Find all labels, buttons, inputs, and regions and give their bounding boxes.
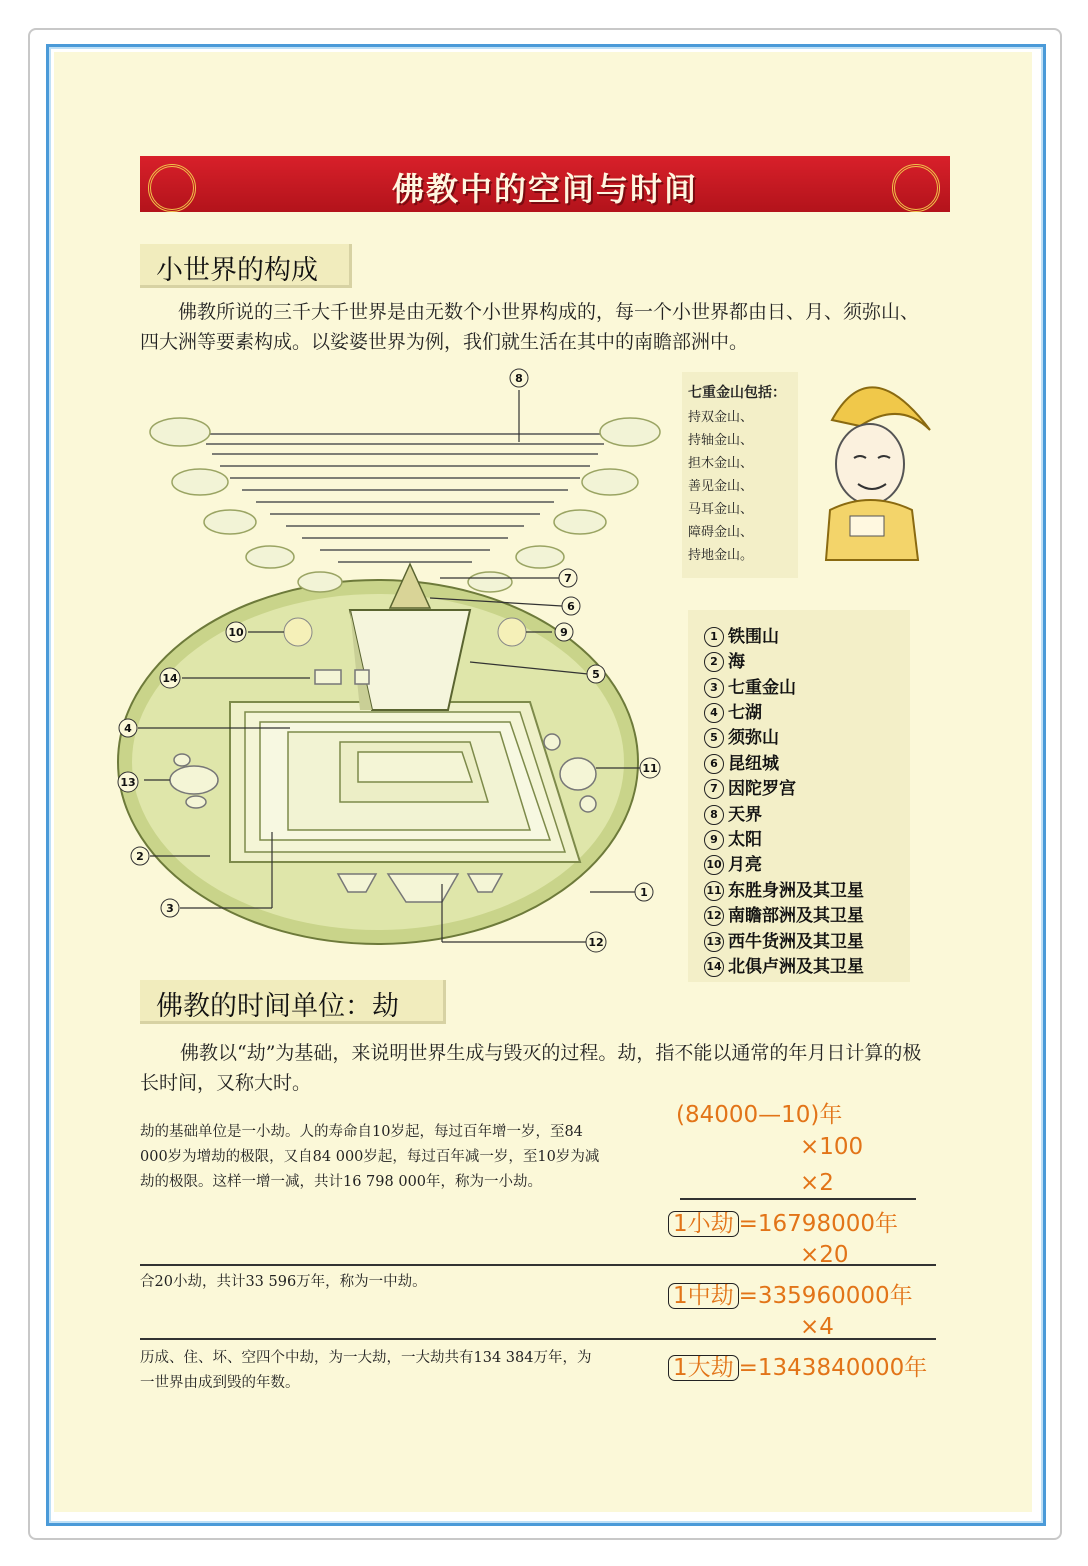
medium-kalpa-value: =335960000年 xyxy=(738,1283,913,1309)
monk-illustration xyxy=(800,360,940,570)
monk-hat xyxy=(832,387,930,430)
medium-kalpa-description: 合20小劫，共计33 596万年，称为一中劫。 xyxy=(140,1274,427,1290)
marker-1: 1 xyxy=(640,886,648,899)
northern-continent xyxy=(315,670,341,684)
legend-item: 12 南瞻部洲及其卫星 xyxy=(704,901,864,926)
legend-item: 3 七重金山 xyxy=(704,673,796,698)
note-title: 七重金山包括： xyxy=(688,385,786,401)
legend-item: 1 铁围山 xyxy=(704,622,779,647)
legend-item: 5 须弥山 xyxy=(704,723,779,748)
moon-disk xyxy=(284,618,312,646)
marker-12: 12 xyxy=(588,936,604,949)
note-item: 马耳金山、 xyxy=(688,502,754,517)
note-item: 担木金山、 xyxy=(688,456,754,471)
page-title: 佛教中的空间与时间 xyxy=(391,170,698,208)
legend-item: 7 因陀罗宫 xyxy=(704,774,796,799)
marker-13: 13 xyxy=(120,776,136,789)
legend-item: 10 月亮 xyxy=(704,850,762,875)
heaven-layers xyxy=(200,434,610,562)
calc-rule xyxy=(680,1198,916,1200)
eastern-continent xyxy=(560,758,596,790)
medium-kalpa-label: 1中劫 xyxy=(668,1283,739,1309)
marker-4: 4 xyxy=(124,722,132,735)
calc-mul-4: ×4 xyxy=(800,1314,834,1340)
small-kalpa-label: 1小劫 xyxy=(668,1211,739,1237)
calc-mul-100: ×100 xyxy=(800,1134,864,1160)
marker-5: 5 xyxy=(592,668,600,681)
section-paragraph-kalpa: 佛教以“劫”为基础，来说明世界生成与毁灭的过程。劫，指不能以通常的年月日计算的极长时间，又称大时。 xyxy=(140,1042,922,1094)
legend-item: 9 太阳 xyxy=(704,825,762,850)
large-kalpa-label: 1大劫 xyxy=(668,1355,739,1381)
note-item: 障碍金山、 xyxy=(688,525,754,540)
calc-small-kalpa xyxy=(668,1205,898,1238)
marker-11: 11 xyxy=(642,762,658,775)
legend-item: 8 天界 xyxy=(704,800,762,825)
section-paragraph-small-world: 佛教所说的三千大千世界是由无数个小世界构成的，每一个小世界都由日、月、须弥山、四大洲等要素构成。以娑婆世界为例，我们就生活在其中的南瞻部洲中。 xyxy=(140,301,920,353)
note-item: 持轴金山、 xyxy=(688,433,754,448)
marker-14: 14 xyxy=(162,672,178,685)
calc-medium-kalpa xyxy=(668,1277,913,1310)
legend-item: 6 昆纽城 xyxy=(704,749,779,774)
section-heading-kalpa: 佛教的时间单位：劫 xyxy=(140,980,446,1024)
western-continent xyxy=(170,766,218,794)
note-item: 善见金山、 xyxy=(688,479,754,494)
section-heading-small-world: 小世界的构成 xyxy=(140,244,352,288)
legend-item: 2 海 xyxy=(704,647,745,672)
large-kalpa-value: =1343840000年 xyxy=(738,1355,928,1381)
calc-large-kalpa xyxy=(668,1349,927,1382)
dharma-wheel-ornament-icon xyxy=(892,164,940,212)
calc-base: (84000—10)年 xyxy=(676,1102,843,1128)
small-world-diagram xyxy=(110,362,670,962)
monk-book xyxy=(850,516,884,536)
marker-3: 3 xyxy=(166,902,174,915)
note-item: 持双金山、 xyxy=(688,410,754,425)
legend-item: 14 北俱卢洲及其卫星 xyxy=(704,952,864,977)
small-kalpa-value: =16798000年 xyxy=(738,1211,898,1237)
large-kalpa-description: 历成、住、坏、空四个中劫，为一大劫，一大劫共有134 384万年，为一世界由成到毁的年数。 xyxy=(140,1350,592,1391)
note-item: 持地金山。 xyxy=(688,548,754,563)
title-bar xyxy=(140,156,950,212)
calc-mul-20: ×20 xyxy=(800,1242,849,1268)
monk-face xyxy=(836,424,904,504)
marker-9: 9 xyxy=(560,626,568,639)
legend-item: 11 东胜身洲及其卫星 xyxy=(704,876,864,901)
small-kalpa-description: 劫的基础单位是一小劫。人的寿命自10岁起，每过百年增一岁，至84 000岁为增劫的极限，又自84 000岁起，每过百年减一岁，至10岁为减劫的极限。这样一增一减，共计16 798 000年，称为一小劫。 xyxy=(140,1124,600,1190)
marker-8: 8 xyxy=(515,372,523,385)
sun-disk xyxy=(498,618,526,646)
marker-6: 6 xyxy=(567,600,575,613)
legend-item: 4 七湖 xyxy=(704,698,762,723)
marker-7: 7 xyxy=(564,572,572,585)
legend-item: 13 西牛货洲及其卫星 xyxy=(704,927,864,952)
marker-10: 10 xyxy=(228,626,244,639)
calc-mul-2: ×2 xyxy=(800,1170,834,1196)
marker-2: 2 xyxy=(136,850,144,863)
